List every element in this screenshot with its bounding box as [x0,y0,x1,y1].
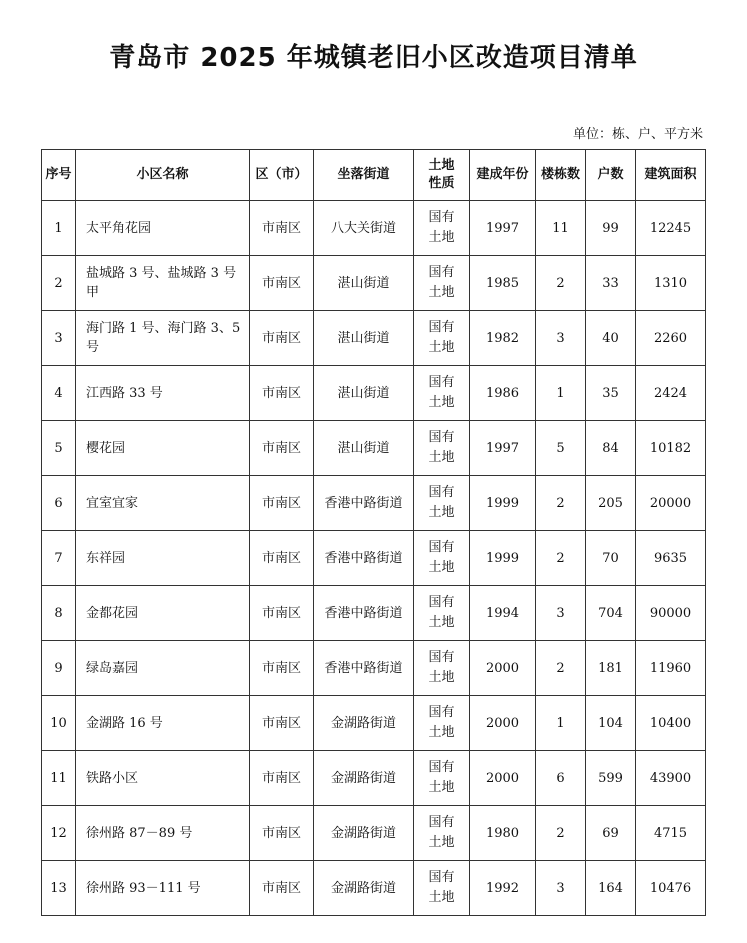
cell-land [414,256,470,311]
cell-buildings: 3 [536,586,586,641]
cell-district: 市南区 [250,476,314,531]
cell-year: 2000 [470,751,536,806]
cell-no: 13 [42,861,76,916]
cell-land-text: 国有土地 [428,870,455,905]
cell-area: 2260 [636,311,706,366]
cell-households: 33 [586,256,636,311]
cell-buildings: 5 [536,421,586,476]
cell-name: 樱花园 [76,421,250,476]
header-street: 坐落街道 [314,150,414,201]
cell-buildings: 11 [536,201,586,256]
cell-street: 湛山街道 [314,256,414,311]
cell-year: 1980 [470,806,536,861]
cell-no: 1 [42,201,76,256]
header-no: 序号 [42,150,76,201]
cell-no: 9 [42,641,76,696]
table-row [42,641,706,696]
cell-land-text: 国有土地 [428,650,455,685]
cell-no: 7 [42,531,76,586]
cell-street: 香港中路街道 [314,531,414,586]
cell-land [414,476,470,531]
table-row [42,751,706,806]
cell-buildings: 3 [536,311,586,366]
cell-land-text: 国有土地 [428,485,455,520]
header-name: 小区名称 [76,150,250,201]
table-row [42,531,706,586]
cell-land [414,311,470,366]
cell-buildings: 2 [536,531,586,586]
header-row [42,150,706,201]
table-header [42,150,706,201]
cell-area: 43900 [636,751,706,806]
cell-households: 70 [586,531,636,586]
cell-land [414,641,470,696]
cell-households: 181 [586,641,636,696]
cell-street: 湛山街道 [314,311,414,366]
cell-district: 市南区 [250,861,314,916]
cell-name: 铁路小区 [76,751,250,806]
cell-name: 太平角花园 [76,201,250,256]
cell-district: 市南区 [250,806,314,861]
cell-year: 1985 [470,256,536,311]
table-row [42,201,706,256]
table-row [42,256,706,311]
header-district: 区（市） [250,150,314,201]
cell-street: 金湖路街道 [314,696,414,751]
cell-district: 市南区 [250,751,314,806]
cell-land-text: 国有土地 [428,375,455,410]
cell-district: 市南区 [250,421,314,476]
cell-area: 1310 [636,256,706,311]
cell-area: 2424 [636,366,706,421]
cell-land-text: 国有土地 [428,210,455,245]
cell-area: 20000 [636,476,706,531]
cell-name: 绿岛嘉园 [76,641,250,696]
header-land-text: 土地性质 [428,158,455,191]
cell-street: 金湖路街道 [314,751,414,806]
cell-land-text: 国有土地 [428,430,455,465]
cell-area: 90000 [636,586,706,641]
cell-buildings: 2 [536,806,586,861]
cell-district: 市南区 [250,531,314,586]
cell-no: 5 [42,421,76,476]
cell-district: 市南区 [250,696,314,751]
cell-land [414,531,470,586]
cell-households: 99 [586,201,636,256]
cell-street: 香港中路街道 [314,586,414,641]
cell-buildings: 2 [536,476,586,531]
cell-no: 10 [42,696,76,751]
table-row [42,311,706,366]
cell-land-text: 国有土地 [428,815,455,850]
table-body [42,201,706,916]
cell-area: 11960 [636,641,706,696]
page-title: 青岛市 2025 年城镇老旧小区改造项目清单 [109,43,638,73]
table-row [42,366,706,421]
cell-name: 金都花园 [76,586,250,641]
cell-land [414,586,470,641]
cell-street: 香港中路街道 [314,476,414,531]
cell-land-text: 国有土地 [428,595,455,630]
cell-land [414,366,470,421]
project-table [41,149,706,916]
cell-name: 江西路 33 号 [76,366,250,421]
cell-district: 市南区 [250,256,314,311]
cell-land [414,861,470,916]
cell-households: 35 [586,366,636,421]
cell-name: 金湖路 16 号 [76,696,250,751]
cell-no: 6 [42,476,76,531]
cell-land-text: 国有土地 [428,540,455,575]
cell-land-text: 国有土地 [428,705,455,740]
cell-area: 4715 [636,806,706,861]
cell-households: 84 [586,421,636,476]
cell-year: 1992 [470,861,536,916]
table-row [42,806,706,861]
cell-area: 10400 [636,696,706,751]
header-area: 建筑面积 [636,150,706,201]
cell-year: 2000 [470,641,536,696]
cell-households: 69 [586,806,636,861]
cell-name: 徐州路 93－111 号 [76,861,250,916]
cell-no: 11 [42,751,76,806]
table-row [42,861,706,916]
cell-land [414,806,470,861]
cell-name: 徐州路 87－89 号 [76,806,250,861]
cell-year: 1982 [470,311,536,366]
cell-no: 8 [42,586,76,641]
cell-name: 宜室宜家 [76,476,250,531]
cell-district: 市南区 [250,366,314,421]
cell-street: 湛山街道 [314,366,414,421]
table-row [42,476,706,531]
cell-name: 盐城路 3 号、盐城路 3 号甲 [76,256,250,311]
cell-street: 金湖路街道 [314,861,414,916]
cell-name: 海门路 1 号、海门路 3、5 号 [76,311,250,366]
header-year: 建成年份 [470,150,536,201]
cell-households: 40 [586,311,636,366]
cell-households: 104 [586,696,636,751]
cell-land-text: 国有土地 [428,320,455,355]
cell-land [414,201,470,256]
cell-street: 香港中路街道 [314,641,414,696]
header-land [414,150,470,201]
cell-district: 市南区 [250,311,314,366]
cell-no: 12 [42,806,76,861]
cell-buildings: 6 [536,751,586,806]
header-buildings: 楼栋数 [536,150,586,201]
cell-buildings: 2 [536,641,586,696]
cell-street: 湛山街道 [314,421,414,476]
cell-district: 市南区 [250,586,314,641]
cell-no: 3 [42,311,76,366]
cell-name: 东祥园 [76,531,250,586]
cell-street: 八大关街道 [314,201,414,256]
cell-households: 599 [586,751,636,806]
cell-buildings: 1 [536,366,586,421]
table-row [42,696,706,751]
cell-land-text: 国有土地 [428,760,455,795]
cell-land-text: 国有土地 [428,265,455,300]
cell-buildings: 3 [536,861,586,916]
cell-buildings: 1 [536,696,586,751]
cell-households: 164 [586,861,636,916]
cell-no: 4 [42,366,76,421]
cell-area: 9635 [636,531,706,586]
header-households: 户数 [586,150,636,201]
cell-area: 10182 [636,421,706,476]
cell-buildings: 2 [536,256,586,311]
cell-district: 市南区 [250,641,314,696]
cell-year: 1994 [470,586,536,641]
cell-street: 金湖路街道 [314,806,414,861]
cell-land [414,421,470,476]
cell-area: 10476 [636,861,706,916]
cell-year: 1999 [470,476,536,531]
table-row [42,421,706,476]
cell-households: 205 [586,476,636,531]
cell-no: 2 [42,256,76,311]
cell-district: 市南区 [250,201,314,256]
cell-land [414,696,470,751]
cell-year: 1986 [470,366,536,421]
table-row [42,586,706,641]
cell-year: 1999 [470,531,536,586]
cell-households: 704 [586,586,636,641]
cell-year: 1997 [470,421,536,476]
cell-year: 1997 [470,201,536,256]
cell-land [414,751,470,806]
cell-year: 2000 [470,696,536,751]
unit-label: 单位：栋、户、平方米 [572,127,703,142]
cell-area: 12245 [636,201,706,256]
